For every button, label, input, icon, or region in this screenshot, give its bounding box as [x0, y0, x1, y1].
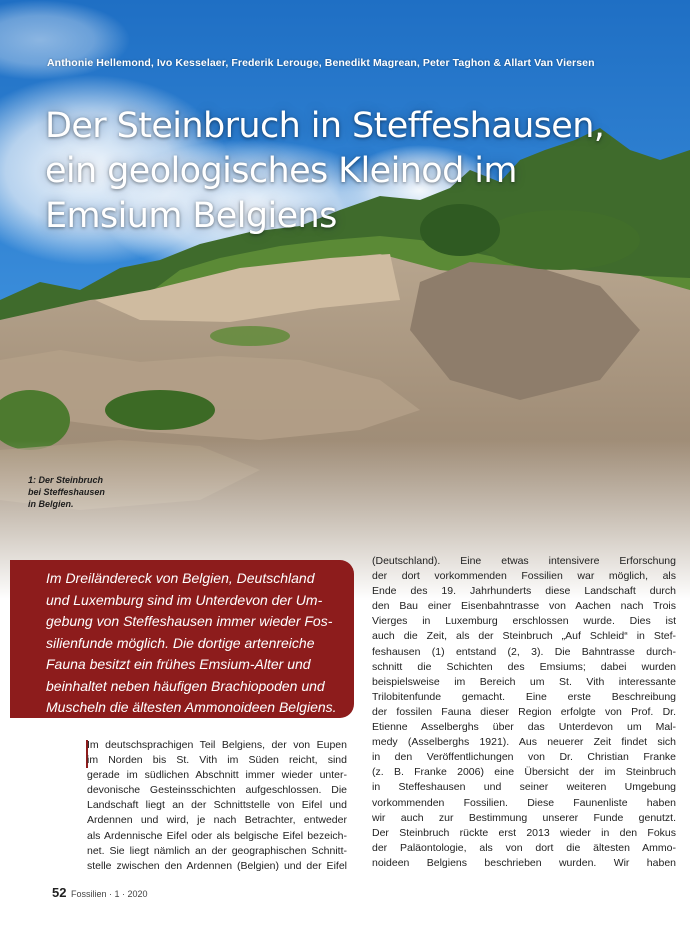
body-line: feshausen (1) entstand (2, 3). Die Bahntrasse durch- — [372, 645, 676, 658]
body-line: im Norden bis St. Vith im Süden reicht, sind — [87, 754, 347, 767]
abstract-line: silienfunde möglich. Die dortige artenreiche — [46, 634, 315, 651]
abstract-line: beinhaltet neben häufigen Brachiopoden und — [46, 677, 325, 694]
body-line: noideen Belgiens beschrieben wurden. Wir haben — [372, 856, 676, 869]
journal-info: Fossilien · 1 · 2020 — [70, 889, 148, 899]
page-number: 52 — [52, 885, 67, 900]
article-authors: Anthonie Hellemond, Ivo Kesselaer, Frederik Lerouge, Benedikt Magrean, Peter Taghon & Allart Van Viersen — [47, 57, 595, 69]
body-line: Vierges in Luxemburg erschlossen wurde. Dies ist — [372, 615, 676, 628]
body-line: medy (Asselberghs 1921). Aus neuerer Zeit findet sich — [372, 736, 676, 749]
body-line: der fossilen Fauna dieser Region erfolgte von Prof. Dr. — [372, 705, 676, 718]
body-line: (Deutschland). Eine etwas intensivere Erforschung — [372, 555, 676, 567]
body-line: gerade im südlichen Abschnitt immer wieder unter- — [87, 769, 347, 782]
body-line: als Ardennische Eifel oder als belgische Eifel bezeich- — [87, 829, 347, 842]
body-line: Der Steinbruch rückte erst 2013 wieder in den Fokus — [372, 826, 676, 839]
body-line: auch die Zeit, als der Steinbruch „Auf Schleid“ in Stef- — [372, 630, 676, 643]
body-line: der Paläontologie, als von dort die ältesten Ammo- — [372, 841, 676, 854]
body-line: devonische Gesteinsschichten aufgeschlossen. Die — [87, 784, 347, 797]
title-line: Emsium Belgiens — [45, 196, 337, 236]
body-line: schnitt die Schichten des Emsiums; dabei wurden — [372, 660, 676, 673]
abstract-line: Im Dreiländereck von Belgien, Deutschland — [46, 570, 315, 586]
caption-line: 1: Der Steinbruch — [28, 475, 104, 485]
body-line: Ende des 19. Jahrhunderts diese Landschaft durch — [372, 585, 676, 598]
body-line: Landschaft liegt an der Schnittstelle von Eifel und — [87, 799, 347, 812]
body-column-left — [87, 738, 347, 874]
body-line: in den Veröffentlichungen von Dr. Christian Franke — [372, 751, 676, 764]
body-column-right — [372, 554, 676, 871]
title-line: ein geologisches Kleinod im — [45, 151, 517, 191]
abstract-line: und Luxemburg sind im Unterdevon der Um- — [46, 591, 323, 608]
body-line: in Steffeshausen und seiner weiteren Umgebung — [372, 781, 676, 794]
body-line: den Bau einer Eisenbahntrasse von Aachen nach Trois — [372, 600, 676, 613]
article-title — [45, 104, 675, 239]
abstract-line: gebung von Steffeshausen immer wieder Fos- — [46, 613, 333, 629]
caption-line: bei Steffeshausen — [28, 487, 105, 497]
abstract-box — [10, 560, 354, 718]
body-line: der dort vorkommenden Fossilien war möglich, als — [372, 570, 676, 583]
body-line: Etienne Asselberghs über das Unterdevon um Mal- — [372, 721, 676, 734]
body-line: stelle zwischen den Ardennen (Belgien) und der Eifel — [87, 859, 347, 872]
title-line: Der Steinbruch in Steffeshausen, — [45, 106, 605, 146]
figure-caption — [28, 474, 138, 510]
body-line: wir auch zur Bestimmung unserer Funde genutzt. — [372, 811, 676, 824]
page-footer — [52, 885, 148, 900]
body-line: Ardennen und wird, je nach Betrachter, entweder — [87, 814, 347, 827]
abstract-line: Fauna besitzt ein frühes Emsium-Alter und — [46, 656, 311, 672]
caption-line: in Belgien. — [28, 499, 74, 509]
body-line: beispielsweise im Bereich um St. Vith interessante — [372, 675, 676, 688]
body-line: vorkommenden Fossilien. Diese Faunenliste haben — [372, 796, 676, 809]
body-line: (z. B. Franke 2006) eine Übersicht der im Steinbruch — [372, 766, 676, 779]
body-line: net. Sie liegt nämlich an der geographischen Schnitt- — [87, 844, 347, 857]
body-line: Trilobitenfunde gemacht. Eine erste Beschreibung — [372, 690, 676, 703]
abstract-line: Muscheln die ältesten Ammonoideen Belgiens. — [46, 699, 337, 715]
body-line: Im deutschsprachigen Teil Belgiens, der von Eupen — [87, 739, 347, 751]
